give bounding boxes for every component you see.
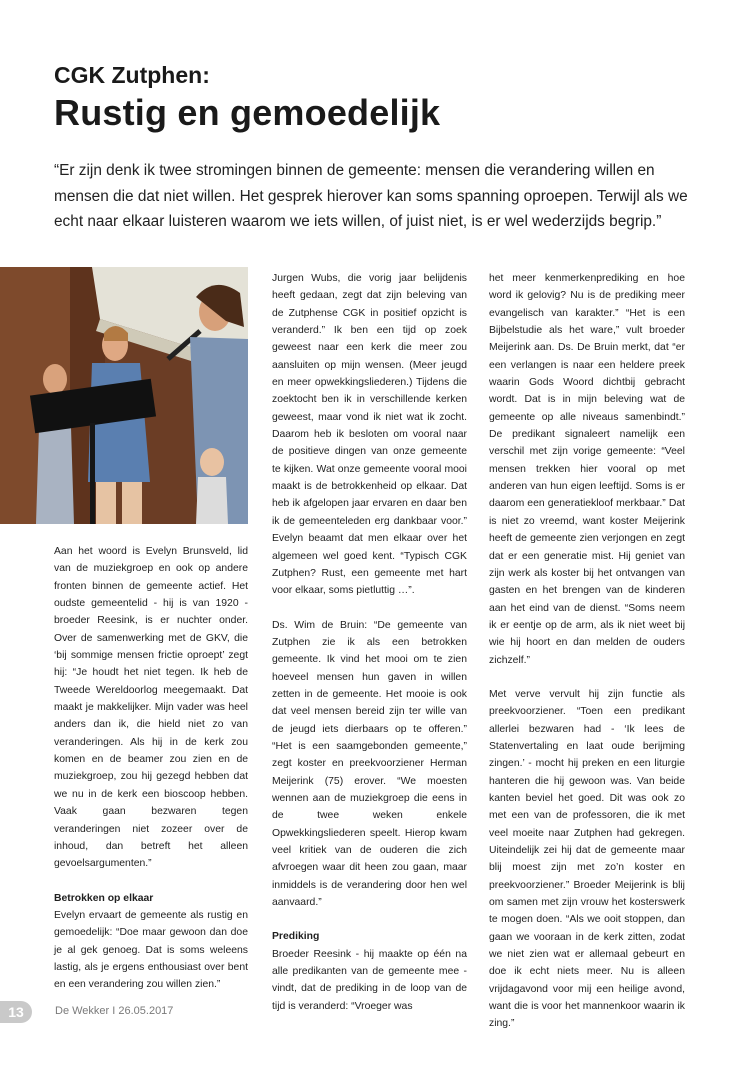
article-title: Rustig en gemoedelijk xyxy=(54,92,441,133)
section-heading: Betrokken op elkaar xyxy=(54,892,154,904)
music-group-photo xyxy=(0,267,248,524)
article-kicker: CGK Zutphen: xyxy=(54,62,210,88)
paragraph: Aan het woord is Evelyn Brunsveld, lid van de muziekgroep en ook op andere fronten binnen de gemeente actief. Het oudste gemeentelid - hij is van 1920 - broeder Reesink, is er nuchter onder. Over de samenwerking met de GKV, die ‘bij sommige mensen frictie oproept’ zegt hij: “Je houdt het niet tegen. Ik heb de Tweede Wereldoorlog meegemaakt. Dat maakt je makkelijker. Mijn vader was heel anders dan ik, die hield niet zo van veranderingen. Als hij in de kerk zou komen en de beamer zou zien en de muziekgroep, zou hij gezegd hebben dat we nu in de kerk een bioscoop hebben. Vaak gaan bezwaren tegen veranderingen niet zozeer over de inhoud, dan betreft het alleen gevoelsargumenten.” xyxy=(54,546,248,870)
paragraph: Met verve vervult hij zijn functie als preekvoorziener. “Toen een predikant allerlei bezwaren had - ‘Ik lees de Statenvertaling en laat oude berijming zingen.’ - mocht hij preken en een liturgie hanteren die hij gewoon was. Van beide kanten beviel het goed. Dit was ook zo met een van de professoren, die ik met veel moeite naar Zutphen had gekregen. Uiteindelijk zei hij dat de gemeente maar blij moest zijn met zo’n koster en preekvoorziener.” Broeder Meijerink is blij om samen met zijn vrouw het kosterswerk te mogen doen. “Als we ooit stoppen, dan gaan we vooraan in de kerk zitten, zodat we niet zien wat er allemaal gebeurt en doe ik echt niets meer. Nu is alleen vrijdagavond voor mij een heilige avond, want die is voor het mannenkoor waarin ik zing.” xyxy=(489,688,685,1030)
paragraph: Evelyn ervaart de gemeente als rustig en gemoedelijk: “Doe maar gewoon dan doe je al gek genoeg. Dat is soms weleens lastig, als je ergens enthousiast over bent en een verandering zou willen zien.” xyxy=(54,909,248,991)
column-1 xyxy=(54,543,248,994)
column-3 xyxy=(489,270,685,1033)
column-2 xyxy=(272,270,467,1015)
paragraph: Ds. Wim de Bruin: “De gemeente van Zutphen zie ik als een betrokken gemeente. Ik vind het mooi om te zien hoeveel mensen hun gaven in willen zetten in de gemeente. Het mooie is ook dat veel mensen bereid zijn ter wille van de jeugd iets dierbaars op te offeren.” “Het is een saamgebonden gemeente,” zegt koster en preekvoorziener Herman Meijerink (75) erover. “We moesten wennen aan de muziekgroep die eens in de twee weken enkele Opwekkingsliederen speelt. Hierop kwam veel kritiek van de ouderen die zich afvroegen waar dit heen zou gaan, maar inmiddels is de verandering door hen wel aanvaard.” xyxy=(272,619,467,909)
publication-line: De Wekker I 26.05.2017 xyxy=(55,1005,174,1017)
section-heading: Prediking xyxy=(272,931,320,943)
article-lead: “Er zijn denk ik twee stromingen binnen de gemeente: mensen die verandering willen en mensen die dat niet willen. Het gesprek hierover kan soms spanning oproepen. Terwijl als we echt naar elkaar luisteren waarom we iets willen, of juist niet, is er wel wederzijds begrip.” xyxy=(54,162,688,230)
page-number: 13 xyxy=(0,1001,32,1023)
paragraph: Broeder Reesink - hij maakte op één na alle predikanten van de gemeente mee - vindt, dat de prediking in de loop van de tijd is veranderd: “Vroeger was xyxy=(272,948,467,1012)
page-footer xyxy=(0,1001,400,1023)
paragraph: Jurgen Wubs, die vorig jaar belijdenis heeft gedaan, zegt dat zijn beleving van de Zutphense CGK in positief opzicht is veranderd.” Ik ben een tijd op zoek geweest naar een kerk die meer zou aansluiten op mijn wensen. (Meer jeugd en meer opwekkingsliederen.) Tijdens die zoektocht ben ik in verschillende kerken geweest, maar vond ik niet wat ik zocht. Daarom heb ik besloten om vooral naar de positieve dingen van onze gemeente te kijken. Wat onze gemeente vooral mooi maakt is de betrokkenheid op elkaar. Dat heb ik afgelopen jaar ervaren en daar ben ik de gemeenteleden erg dankbaar voor.” Evelyn beaamt dat men elkaar over het algemeen wel goed kent. “Typisch CGK Zutphen? Rust, een gemeente met hart voor elkaar, soms pietluttig …”. xyxy=(272,273,467,597)
paragraph: het meer kenmerkenprediking en hoe word ik gelovig? Nu is de prediking meer evangelisch van karakter.” “Het is een Bijbelstudie als het ware,” vult broeder Meijerink aan. Ds. De Bruin merkt, dat “er een verlangen is naar een heldere preek waarin Gods Woord dichtbij gebracht wordt. Dat is in mijn beleving wat de gemeente op alle niveaus samenbindt.” De predikant signaleert namelijk een verschil met zijn vorige gemeente: “Veel mensen trekken hier vooral op met anderen van hun eigen leeftijd. Soms is er daarom een generatiekloof merkbaar.” Dat is niet zo vreemd, want koster Meijerink heeft de gemeente zien verjongen en zegt dat er een generatie mist. Hij geniet van zijn werk als koster bij het ontvangen van gasten en het brengen van de kinderen aan het eind van de dienst. “Soms neem ik er eentje op de arm, als ik niet weet bij wie hij hoort en dan melden de ouders zichzelf.” xyxy=(489,273,685,666)
